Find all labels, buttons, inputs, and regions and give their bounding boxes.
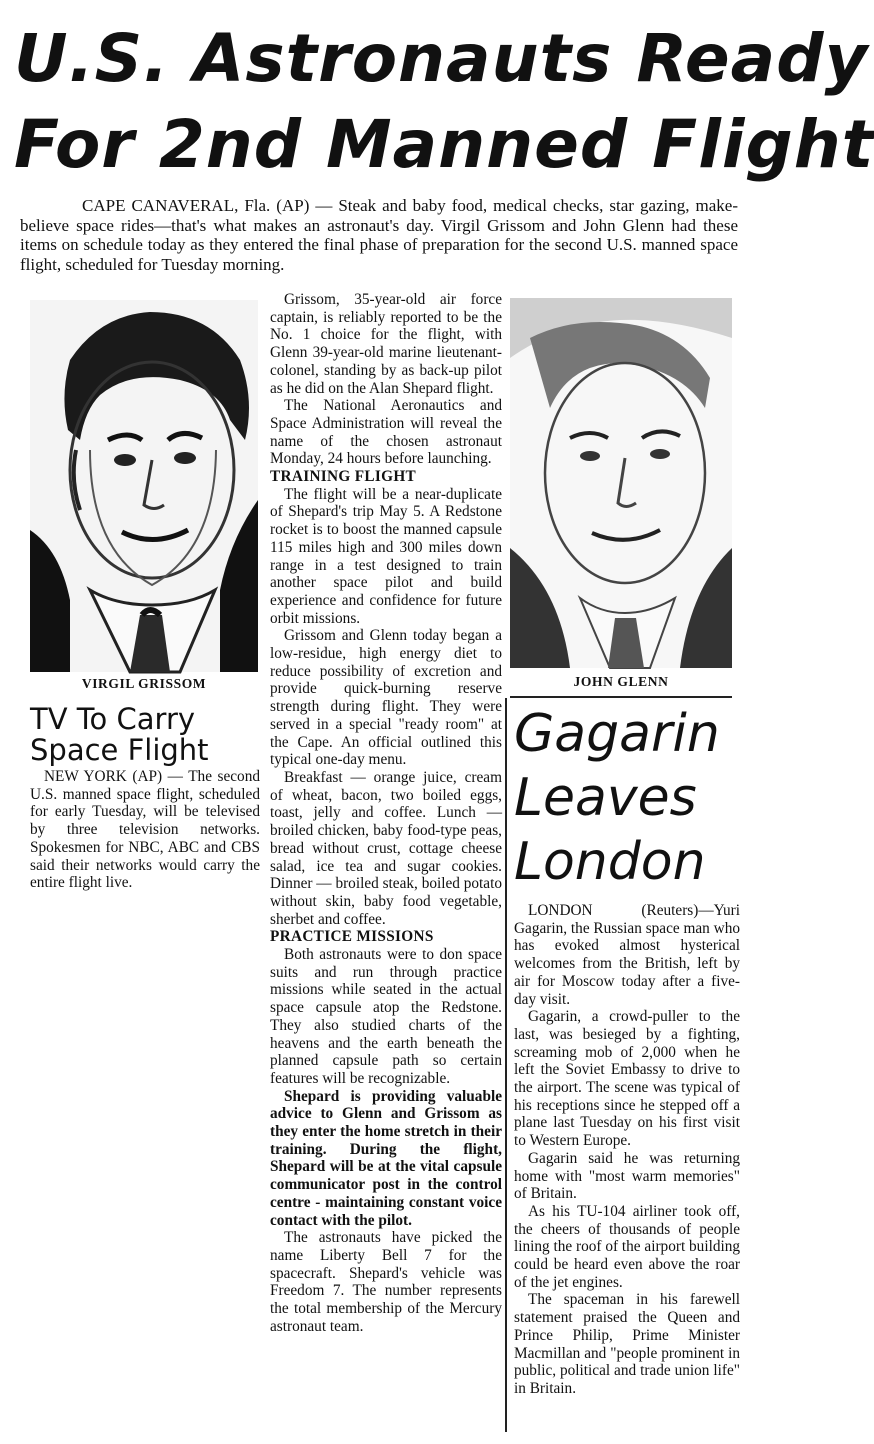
center-p5: Breakfast — orange juice, cream of wheat, bacon, two boiled eggs, toast, jelly and coffee. Lunch — broiled chicken, baby food-type peas, bread without crust, cottage cheese salad, ice tea and sugar cookies. Dinner — broiled steak, boiled potato without skin, baby food vegetable, sherbet and coffee.	[270, 768, 502, 928]
gagarin-p4: As his TU-104 airliner took off, the cheers of thousands of people lining the roof of the airport building could be heard even above the roar of the jet engines.	[514, 1202, 741, 1291]
gagarin-p1: LONDON (Reuters)—Yuri Gagarin, the Russian space man who has evoked almost hysterical welcomes from the British, left by air for Moscow today after a five-day visit.	[514, 902, 740, 1008]
headline-line-2: For 2nd Manned Flight	[14, 106, 874, 183]
gagarin-top-rule	[510, 696, 732, 698]
caption-john-glenn: JOHN GLENN	[573, 674, 669, 689]
portrait-glenn-illustration	[510, 298, 732, 668]
center-column	[270, 291, 502, 1335]
column-rule	[505, 698, 507, 1432]
center-p1: Grissom, 35-year-old air force captain, is reliably reported to be the No. 1 choice for the flight, with Glenn 39-year-old marine lieutenant-colonel, standing by as back-up pilot as he did on the Alan Shepard flight.	[270, 291, 502, 397]
center-p8: The astronauts have picked the name Liberty Bell 7 for the spacecraft. Shepard's vehicle was Freedom 7. The number represents the total membership of the Mercury astronaut team.	[270, 1229, 502, 1335]
center-p7: Shepard is providing valuable advice to Glenn and Grissom as they enter the home stretch in their training. During the flight, Shepard will be at the vital capsule communicator post in the control centre - maintaining constant voice contact with the pilot.	[270, 1087, 502, 1229]
gagarin-p3: Gagarin said he was returning home with "most warm memories" of Britain.	[514, 1149, 740, 1203]
caption-virgil-grissom: VIRGIL GRISSOM	[81, 676, 207, 691]
center-p2: The National Aeronautics and Space Administration will reveal the name of the chosen astronaut Monday, 24 hours before launching.	[270, 397, 502, 468]
tv-headline	[30, 704, 209, 767]
gagarin-headline-line-2: Leaves	[514, 768, 697, 828]
gagarin-p2: Gagarin, a crowd-puller to the last, was besieged by a fighting, screaming mob of 2,000 when he left the Soviet Embassy to drive to the airport. The scene was typical of his receptions since he stepped off a plane last Tuesday on his first visit to Western Europe.	[514, 1008, 740, 1150]
center-p3: The flight will be a near-duplicate of Shepard's trip May 5. A Redstone rocket is to boost the manned capsule 115 miles high and 300 miles down range in a test designed to train another space pilot and build experience and confidence for future orbit missions.	[270, 485, 502, 627]
gagarin-p5: The spaceman in his farewell statement praised the Queen and Prince Philip, Prime Minister Macmillan and "people prominent in public, political and trade union life" in Britain.	[514, 1291, 740, 1397]
portrait-grissom-illustration	[30, 300, 258, 672]
photo-virgil-grissom	[30, 300, 258, 672]
photo-john-glenn	[510, 298, 732, 668]
tv-headline-line-2: Space Flight	[30, 733, 209, 768]
gagarin-headline-line-3: London	[514, 832, 706, 892]
subhead-training-flight: TRAINING FLIGHT	[270, 468, 417, 486]
center-p6: Both astronauts were to don space suits and run through practice missions while seated in the actual space capsule atop the Redstone. They also studied charts of the heavens and the earth beneath the planned capsule path so certain features will be recognizable.	[270, 946, 502, 1087]
lead-text: CAPE CANAVERAL, Fla. (AP) — Steak and baby food, medical checks, star gazing, make-believe space rides—that's what makes an astronaut's day. Virgil Grissom and John Glenn had these items on schedule today as they entered the final phase of preparation for the second U.S. manned space flight, scheduled for Tuesday morning.	[20, 196, 738, 274]
tv-headline-line-1: TV To Carry	[30, 702, 196, 736]
lead-paragraph	[20, 196, 738, 274]
tv-story-text: NEW YORK (AP) — The second U.S. manned space flight, scheduled for early Tuesday, will be televised by three television networks. Spokesmen for NBC, ABC and CBS said their networks would carry the entire flight live.	[30, 768, 260, 892]
gagarin-headline	[514, 702, 720, 894]
headline-line-1: U.S. Astronauts Ready	[14, 20, 869, 97]
gagarin-story-body	[514, 902, 740, 1398]
gagarin-headline-line-1: Gagarin	[514, 704, 720, 764]
tv-story-body	[30, 768, 260, 892]
center-p4: Grissom and Glenn today began a low-residue, high energy diet to reduce possibility of excretion and provide quick-burning reserve strength during flight. They were served in a special "ready room" at the Cape. An official outlined this typical one-day menu.	[270, 627, 502, 769]
subhead-practice-missions: PRACTICE MISSIONS	[270, 928, 434, 946]
